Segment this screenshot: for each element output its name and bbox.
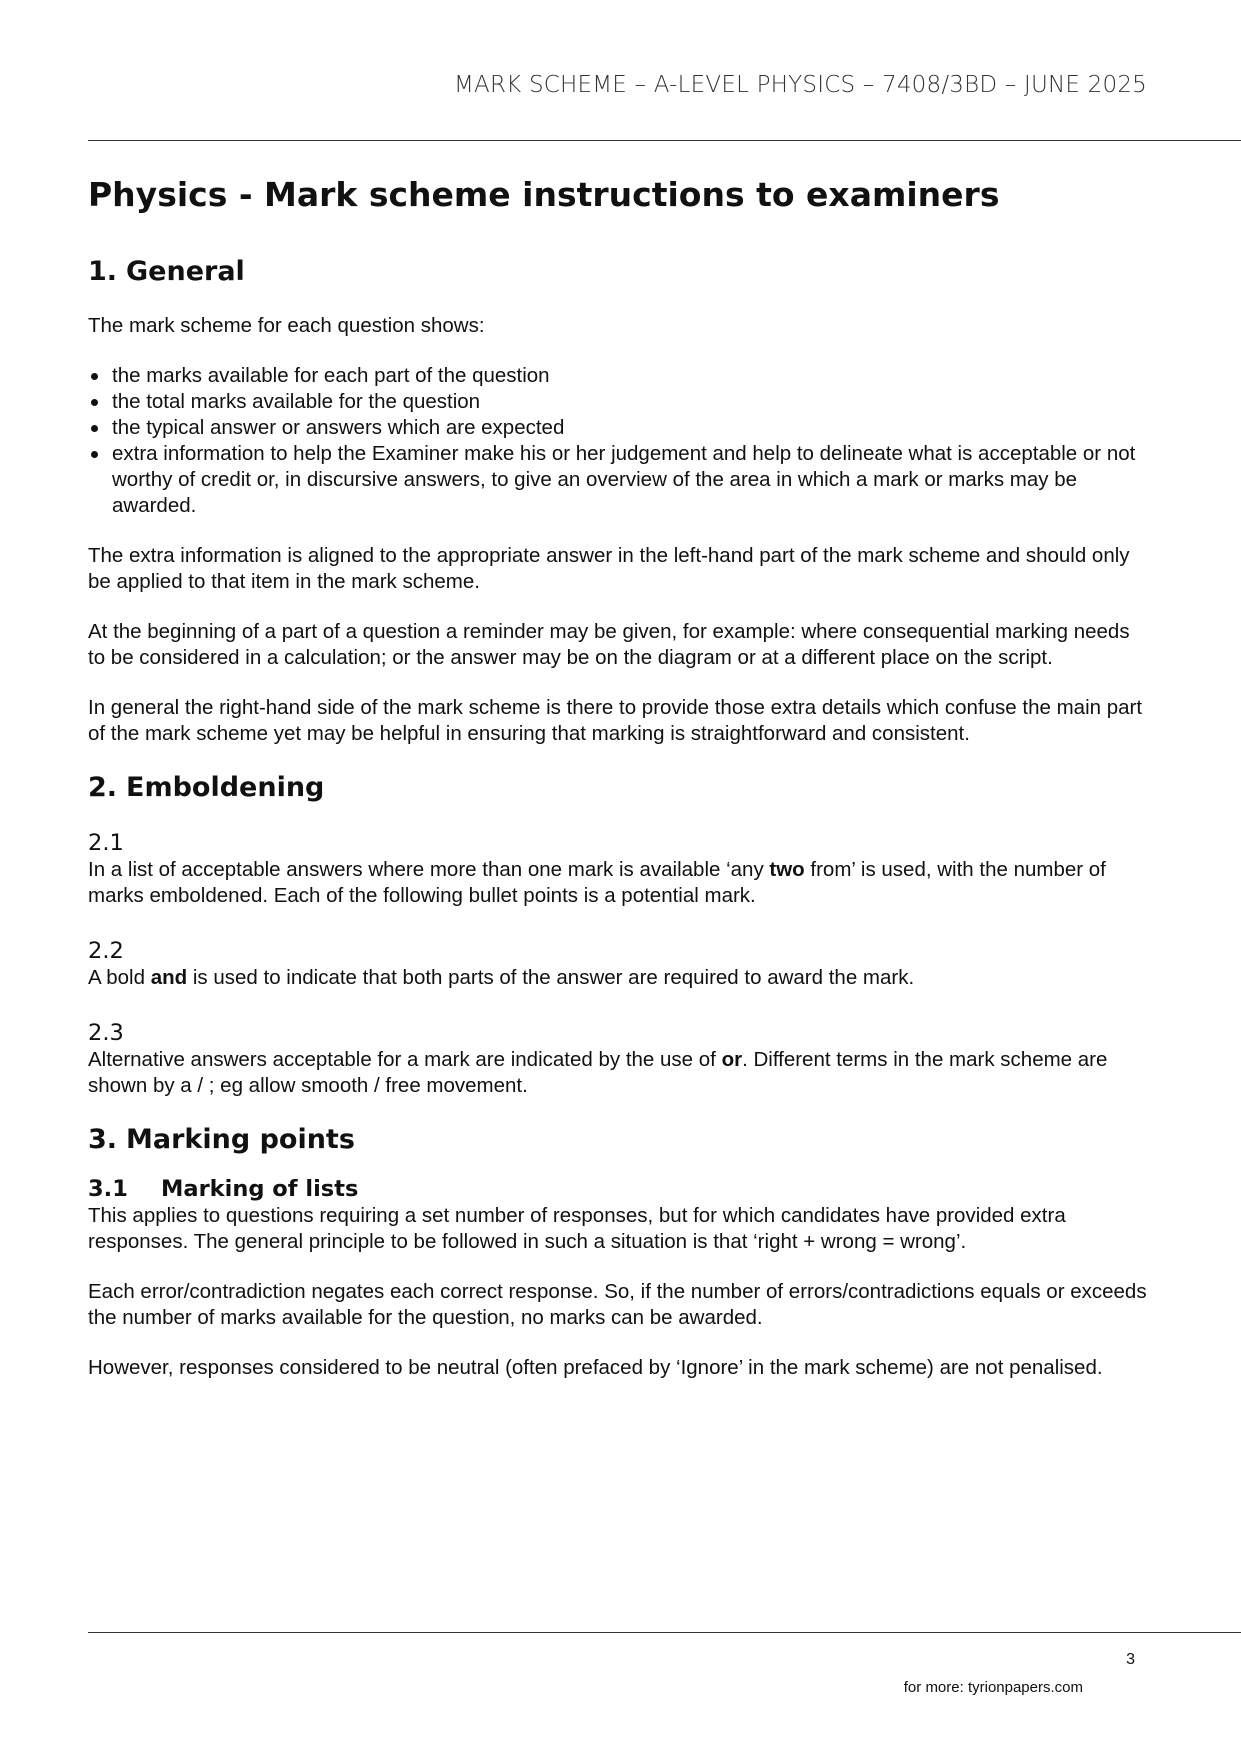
subsection-2-1-number: 2.1 [88,830,124,856]
subsection-3-1-heading [88,1175,1148,1203]
bullet-item: extra information to help the Examiner make his or her judgement and help to delineate what is acceptable or not worthy of credit or, in discursive answers, to give an overview of the area in which a mark or marks may be awarded. [88,441,1148,519]
bullet-item: the marks available for each part of the question [88,363,1148,389]
section-2-heading [88,771,1148,805]
subsection-3-1-title: Marking of lists [161,1176,359,1202]
section-2-title: Emboldening [126,772,325,803]
header-rule [88,140,1241,141]
subsection-3-1-paragraph: This applies to questions requiring a set number of responses, but for which candidates have provided extra responses. The general principle to be followed in such a situation is that ‘right + wrong = wrong’. [88,1204,1066,1253]
page-number: 3 [1126,1651,1135,1668]
section-1-paragraph: At the beginning of a part of a question a reminder may be given, for example: where consequential marking needs to be considered in a calculation; or the answer may be on the diagram or at a different place on the script. [88,620,1130,669]
subsection-3-1-number: 3.1 [88,1176,128,1202]
footer-rule [88,1632,1241,1633]
bullet-item: the typical answer or answers which are expected [88,415,1148,441]
subsection-3-1-paragraph: However, responses considered to be neutral (often prefaced by ‘Ignore’ in the mark scheme) are not penalised. [88,1356,1103,1379]
section-1-paragraph: In general the right-hand side of the mark scheme is there to provide those extra details which confuse the main part of the mark scheme yet may be helpful in ensuring that marking is straightforward and consistent. [88,696,1143,745]
page-title: Physics - Mark scheme instructions to examiners [88,175,1000,214]
section-3-heading [88,1123,1148,1157]
section-1-number: 1. [88,256,118,287]
section-1-heading [88,255,1148,289]
subsection-3-1-paragraph: Each error/contradiction negates each correct response. So, if the number of errors/contradictions equals or exceeds the number of marks available for the question, no marks can be awarded. [88,1280,1147,1329]
subsection-2-3-text: Alternative answers acceptable for a mark are indicated by the use of or. Different terms in the mark scheme are shown by a / ; eg allow smooth / free movement. [88,1048,1108,1097]
footer-link[interactable]: for more: tyrionpapers.com [903,1679,1083,1696]
bold-term: or [721,1048,743,1071]
subsection-2-3-number: 2.3 [88,1020,124,1046]
bullet-item: the total marks available for the question [88,389,1148,415]
page-content [88,175,1148,1381]
running-header: MARK SCHEME – A-LEVEL PHYSICS – 7408/3BD – JUNE 2025 [454,72,1147,98]
section-1-intro: The mark scheme for each question shows: [88,314,485,337]
section-3-title: Marking points [126,1124,355,1155]
section-2-number: 2. [88,772,118,803]
subsection-2-2-number: 2.2 [88,938,124,964]
bold-term: and [150,966,188,989]
section-1-bullet-list [88,363,1148,519]
section-3-number: 3. [88,1124,118,1155]
subsection-2-1-text: In a list of acceptable answers where more than one mark is available ‘any two from’ is used, with the number of marks emboldened. Each of the following bullet points is a potential mark. [88,858,1106,907]
bold-term: two [769,858,805,881]
section-1-paragraph: The extra information is aligned to the appropriate answer in the left-hand part of the mark scheme and should only be applied to that item in the mark scheme. [88,544,1130,593]
subsection-2-2-text: A bold and is used to indicate that both parts of the answer are required to award the mark. [88,966,915,989]
section-1-title: General [126,256,245,287]
